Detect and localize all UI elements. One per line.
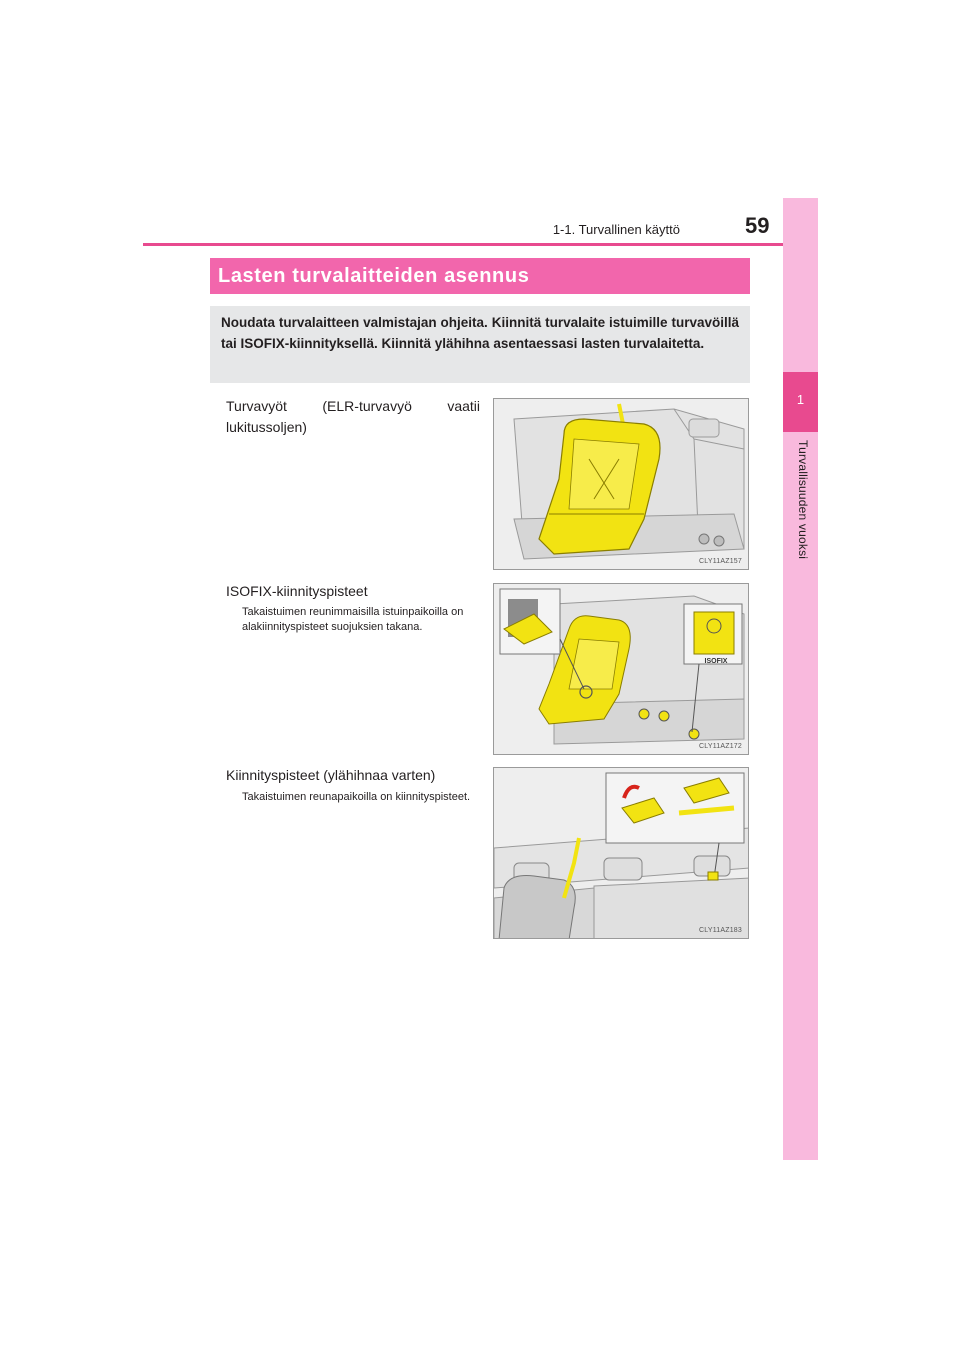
section-title: Lasten turvalaitteiden asennus — [210, 258, 750, 294]
figure-code: CLY11AZ172 — [699, 743, 742, 750]
header-section-title: 1-1. Turvallinen käyttö — [552, 222, 680, 237]
item-title-seat-belts: Turvavyöt (ELR-turvavyö vaatii lukitussoljen) — [226, 398, 480, 435]
header-rule — [143, 243, 818, 246]
figure-isofix-anchors — [493, 583, 749, 755]
seat-belt-illustration — [494, 399, 749, 570]
item-title-top-tether: Kiinnityspisteet (ylähihnaa varten) — [226, 767, 436, 783]
chapter-number: 1 — [796, 392, 805, 407]
figure-code: CLY11AZ183 — [699, 927, 742, 934]
item-desc-top-tether: Takaistuimen reunapaikoilla on kiinnityspisteet. — [242, 791, 471, 803]
isofix-illustration — [494, 584, 749, 755]
isofix-inset-label: ISOFIX — [704, 658, 728, 665]
item-desc-isofix: Takaistuimen reunimmaisilla istuinpaikoilla on alakiinnityspisteet suojuksien takana. — [242, 606, 464, 633]
chapter-side-tab — [783, 198, 818, 1160]
top-tether-illustration — [494, 768, 749, 939]
item-title-isofix: ISOFIX-kiinnityspisteet — [226, 583, 368, 599]
figure-top-tether-anchors — [493, 767, 749, 939]
figure-seat-belt-install — [493, 398, 749, 570]
intro-box: Noudata turvalaitteen valmistajan ohjeita. Kiinnitä turvalaite istuimille turvavöillä tai ISOFIX-kiinnityksellä. Kiinnitä ylähihna asentaessasi lasten turvalaitetta. — [210, 306, 750, 383]
figure-code: CLY11AZ157 — [699, 558, 742, 565]
chapter-label: Turvallisuuden vuoksi — [796, 440, 810, 560]
page-number: 59 — [745, 213, 770, 238]
